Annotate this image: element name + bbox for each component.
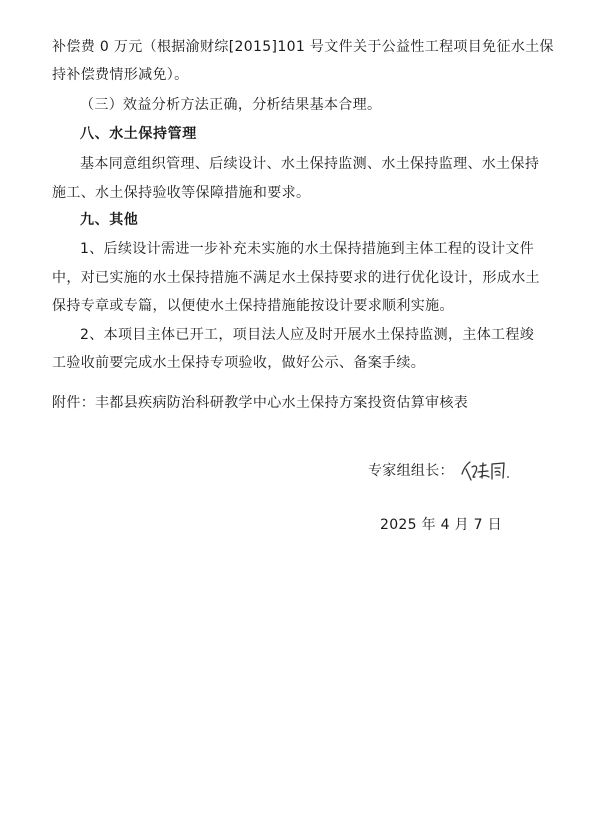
section-9-item-1-line: 保持专章或专篇，以便使水土保持措施能按设计要求顺利实施。 — [52, 298, 454, 314]
section-9-heading: 九、其他 — [80, 212, 139, 228]
section-9-item-1-line: 中，对已实施的水土保持措施不满足水土保持要求的进行优化设计，形成水土 — [52, 270, 540, 286]
paragraph-line: （三）效益分析方法正确，分析结果基本合理。 — [80, 97, 382, 113]
attachment-note: 附件：丰都县疾病防治科研教学中心水土保持方案投资估算审核表 — [52, 395, 469, 411]
signoff-date: 2025 年 4 月 7 日 — [380, 517, 502, 533]
signoff-label: 专家组组长： — [368, 463, 454, 479]
section-9-item-2-line: 工验收前要完成水土保持专项验收，做好公示、备案手续。 — [52, 355, 426, 371]
paragraph-line: 补偿费 0 万元（根据渝财综[2015]101 号文件关于公益性工程项目免征水土保 — [52, 39, 554, 55]
section-8-heading: 八、水土保持管理 — [80, 126, 197, 142]
section-8-line: 基本同意组织管理、后续设计、水土保持监测、水土保持监理、水土保持 — [80, 156, 540, 172]
handwritten-signature — [458, 454, 520, 488]
paragraph-line: 持补偿费情形减免）。 — [52, 67, 189, 83]
section-8-line: 施工、水土保持验收等保障措施和要求。 — [52, 185, 311, 201]
section-9-item-1-line: 1、后续设计需进一步补充未实施的水土保持措施到主体工程的设计文件 — [80, 241, 535, 257]
section-9-item-2-line: 2、本项目主体已开工，项目法人应及时开展水土保持监测，主体工程竣 — [80, 327, 535, 343]
